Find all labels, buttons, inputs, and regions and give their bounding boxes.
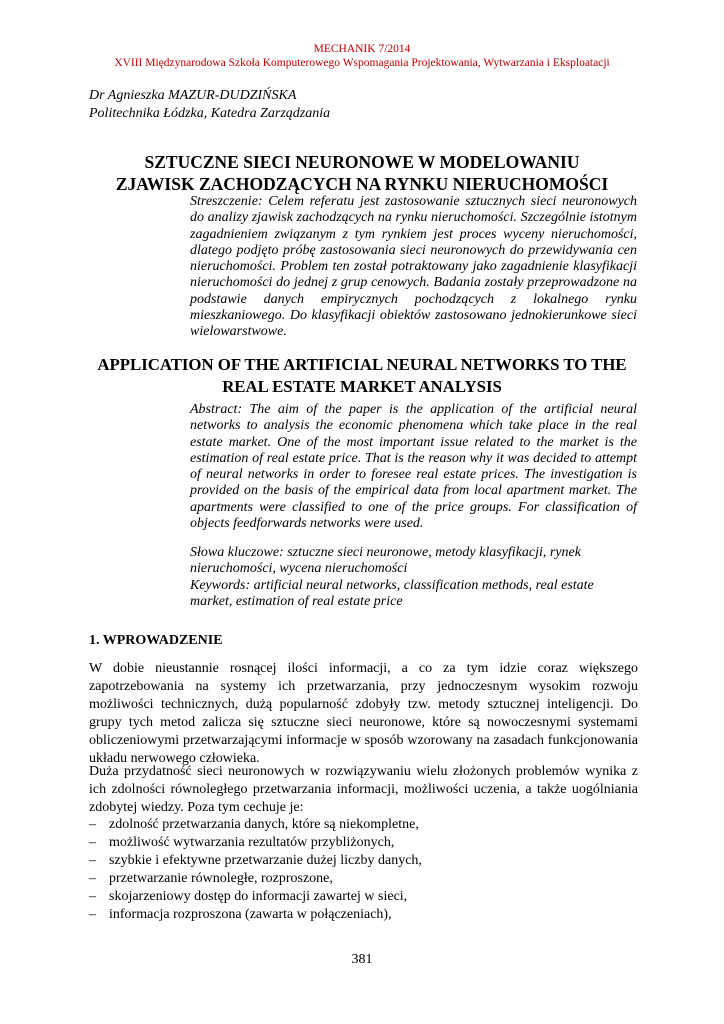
abstract-polish: Streszczenie: Celem referatu jest zastosowanie sztucznych sieci neuronowych do analizy zjawisk zachodzących na rynku nieruchomości. Szczególnie istotnym zagadnieniem związanym z tym rynkiem jest proces wyceny nieruchomości, dlatego podjęto próbę zastosowania sieci neuronowych do przewidywania cen nieruchomości. Problem ten został potraktowany jako zagadnienie klasyfikacji nieruchomości do jednej z grup cenowych. Badania zostały przeprowadzone na podstawie danych empirycznych pochodzących z lokalnego rynku mieszkaniowego. Do klasyfikacji obiektów zastosowano jednokierunkowe sieci wielowarstwowe. [190,194,637,340]
list-item-text: informacja rozproszona (zawarta w połączeniach), [109,906,392,922]
author-name: Dr Agnieszka MAZUR-DUDZIŃSKA [89,88,297,103]
dash-bullet: – [89,870,96,886]
dash-bullet: – [89,852,96,868]
abstract-english: Abstract: The aim of the paper is the application of the artificial neural networks to analysis the economic phenomena which take place in the real estate market. One of the most important issue related to the market is the estimation of real estate price. That is the reason why it was decided to attempt of neural networks in order to foresee real estate prices. The investigation is provided on the basis of the empirical data from local apartment market. The apartments were classified to one of the price groups. For classification of objects feedforwards networks were used. [190,402,637,532]
list-item [89,870,638,888]
conference-label: XVIII Międzynarodowa Szkoła Komputerowego Wspomagania Projektowania, Wytwarzania i Eksploatacji [114,57,610,69]
list-item-text: możliwość wytwarzania rezultatów przybliżonych, [109,834,395,850]
feature-list [89,816,638,923]
dash-bullet: – [89,906,96,922]
running-header [0,42,724,70]
keywords-polish: Słowa kluczowe: sztuczne sieci neuronowe, metody klasyfikacji, rynek nieruchomości, wycena nieruchomości [190,545,581,577]
section-heading: 1. WPROWADZENIE [89,633,223,648]
list-item [89,816,638,834]
list-item [89,852,638,870]
title-english-line2: REAL ESTATE MARKET ANALYSIS [222,377,502,396]
title-polish-line1: SZTUCZNE SIECI NEURONOWE W MODELOWANIU [144,152,580,172]
list-item-text: zdolność przetwarzania danych, które są niekompletne, [109,817,419,832]
intro-paragraph-2: Duża przydatność sieci neuronowych w rozwiązywaniu wielu złożonych problemów wynika z ich zdolności równoległego przetwarzania informacji, możliwości uczenia, a także uogólniania zdobytej wiedzy. Poza tym cechuje je: [89,764,638,815]
page-number: 381 [351,952,373,967]
title-polish-line2: ZJAWISK ZACHODZĄCYCH NA RYNKU NIERUCHOMOŚCI [115,174,609,194]
title-english-line1: APPLICATION OF THE ARTIFICIAL NEURAL NETWORKS TO THE [97,355,627,374]
dash-bullet: – [89,888,96,904]
list-item [89,906,638,924]
dash-bullet: – [89,817,96,832]
list-item [89,834,638,852]
list-item-text: przetwarzanie równoległe, rozproszone, [109,870,333,886]
list-item [89,888,638,906]
list-item-text: szybkie i efektywne przetwarzanie dużej liczby danych, [109,852,422,868]
dash-bullet: – [89,834,96,850]
title-english [89,354,635,398]
author-affiliation: Politechnika Łódzka, Katedra Zarządzania [89,106,331,121]
intro-paragraph-1: W dobie nieustannie rosnącej ilości informacji, a co za tym idzie coraz większego zapotrzebowania na systemy ich przetwarzania, przy jednoczesnym wysokim rozwoju możliwości technicznych, dużą popularność zdobyły tzw. metody sztucznej inteligencji. Do grupy tych metod zalicza się sztuczne sieci neuronowe, które są nowoczesnymi systemami obliczeniowymi przetwarzającymi informacje w sposób wzorowany na zasadach funkcjonowania układu nerwowego człowieka. [89,661,638,766]
list-item-text: skojarzeniowy dostęp do informacji zawartej w sieci, [109,888,408,904]
keywords-english: Keywords: artificial neural networks, classification methods, real estate market, estimation of real estate price [190,578,594,610]
journal-label: MECHANIK 7/2014 [313,43,411,55]
title-polish [89,151,635,195]
author-block [89,87,330,123]
